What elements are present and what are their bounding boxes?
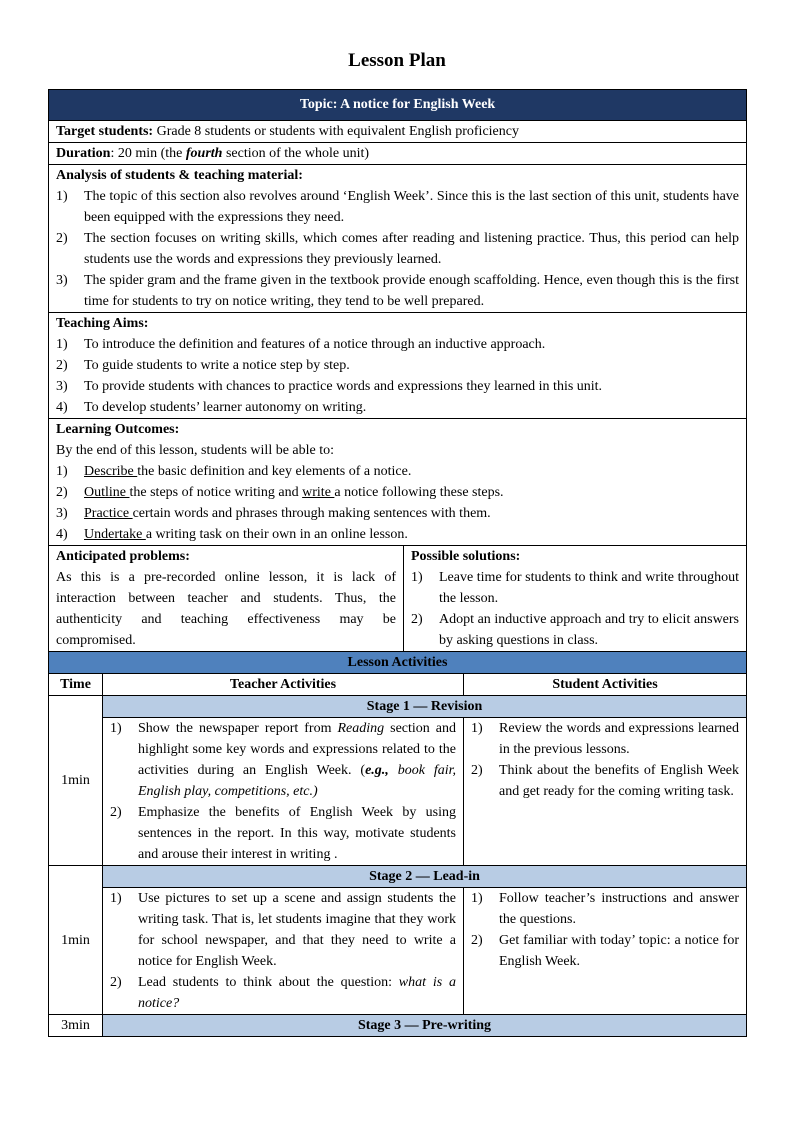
solutions-heading: Possible solutions:	[411, 549, 521, 564]
teacher-activities	[103, 718, 464, 866]
analysis-heading: Analysis of students & teaching material:	[56, 168, 303, 183]
problems-heading: Anticipated problems:	[56, 549, 190, 564]
lesson-plan-table	[48, 89, 747, 1037]
list-item: 2) Outline the steps of notice writing and write a notice following these steps.	[56, 485, 504, 500]
stage-heading: Stage 3 — Pre-writing	[103, 1015, 747, 1037]
duration-post: section of the whole unit)	[222, 146, 370, 161]
list-item: 2) Get familiar with today’ topic: a notice for English Week.	[471, 933, 740, 969]
teacher-activities	[103, 888, 464, 1015]
learning-outcomes-section	[49, 419, 747, 546]
stage-heading: Stage 2 — Lead-in	[103, 866, 747, 888]
outcomes-heading: Learning Outcomes:	[56, 422, 180, 437]
list-item: 1) Show the newspaper report from Reading section and highlight some key words and expressions related to the activities during an English Week. (e.g., book fair, English play, competitions, etc.)	[110, 721, 457, 799]
list-item: 1) Review the words and expressions learned in the previous lessons.	[471, 721, 740, 757]
target-label: Target students:	[56, 124, 154, 139]
problems-text: As this is a pre-recorded online lesson, it is lack of interaction between teacher and students. Thus, the authenticity and teaching effectiveness may be compromised.	[56, 570, 396, 648]
document-title: Lesson Plan	[348, 50, 446, 71]
anticipated-problems	[49, 546, 404, 652]
analysis-section	[49, 165, 747, 313]
list-item: 1) Follow teacher’s instructions and answer the questions.	[471, 891, 740, 927]
student-activities	[464, 888, 747, 1015]
list-item: 4) To develop students’ learner autonomy on writing.	[56, 400, 367, 415]
duration-row	[49, 143, 747, 165]
duration-pre: : 20 min (the	[110, 146, 186, 161]
student-activities	[464, 718, 747, 866]
list-item: 3) Practice certain words and phrases through making sentences with them.	[56, 506, 491, 521]
list-item: 2) Think about the benefits of English Week and get ready for the coming writing task.	[471, 763, 740, 799]
stage-time: 3min	[49, 1015, 103, 1037]
list-item: 1) Describe the basic definition and key elements of a notice.	[56, 464, 412, 479]
list-item: 4) Undertake a writing task on their own in an online lesson.	[56, 527, 408, 542]
list-item: 1) Use pictures to set up a scene and assign students the writing task. That is, let students imagine that they work for school newspaper, and that they need to write a notice for English Week.	[110, 891, 456, 969]
list-item: 2) The section focuses on writing skills, which comes after reading and listening practice. Thus, this period can help students use the words and expressions they previously learned.	[56, 231, 740, 267]
list-item: 1) To introduce the definition and features of a notice through an inductive approach.	[56, 337, 546, 352]
duration-emphasis: fourth	[185, 146, 223, 161]
stage-time: 1min	[49, 866, 103, 1015]
list-item: 3) The spider gram and the frame given in the textbook provide enough scaffolding. Hence, even though this is the first time for students to try on notice writing, they tend to be well prepared.	[56, 273, 740, 309]
duration-label: Duration	[56, 146, 111, 161]
list-item: 1) The topic of this section also revolves around ‘English Week’. Since this is the last section of this unit, students have been equipped with the expressions they need.	[56, 189, 740, 225]
time-column-header: Time	[49, 674, 103, 696]
student-column-header: Student Activities	[464, 674, 747, 696]
stage-heading: Stage 1 — Revision	[103, 696, 747, 718]
topic-header: Topic: A notice for English Week	[49, 90, 747, 121]
list-item: 2) To guide students to write a notice step by step.	[56, 358, 350, 373]
teaching-aims-section	[49, 313, 747, 419]
stage-time: 1min	[49, 696, 103, 866]
list-item: 3) To provide students with chances to practice words and expressions they learned in this unit.	[56, 379, 603, 394]
target-students-row	[49, 121, 747, 143]
aims-heading: Teaching Aims:	[56, 316, 149, 331]
list-item: 2) Adopt an inductive approach and try to elicit answers by asking questions in class.	[411, 612, 740, 648]
teacher-column-header: Teacher Activities	[103, 674, 464, 696]
list-item: 1) Leave time for students to think and write throughout the lesson.	[411, 570, 740, 606]
possible-solutions	[404, 546, 747, 652]
target-value: Grade 8 students or students with equivalent English proficiency	[156, 124, 519, 139]
list-item: 2) Lead students to think about the question: what is a notice?	[110, 975, 456, 1011]
list-item: 2) Emphasize the benefits of English Week by using sentences in the report. In this way, motivate students and arouse their interest in writing .	[110, 805, 456, 862]
outcomes-intro: By the end of this lesson, students will be able to:	[56, 443, 335, 458]
lesson-activities-header: Lesson Activities	[49, 652, 747, 674]
